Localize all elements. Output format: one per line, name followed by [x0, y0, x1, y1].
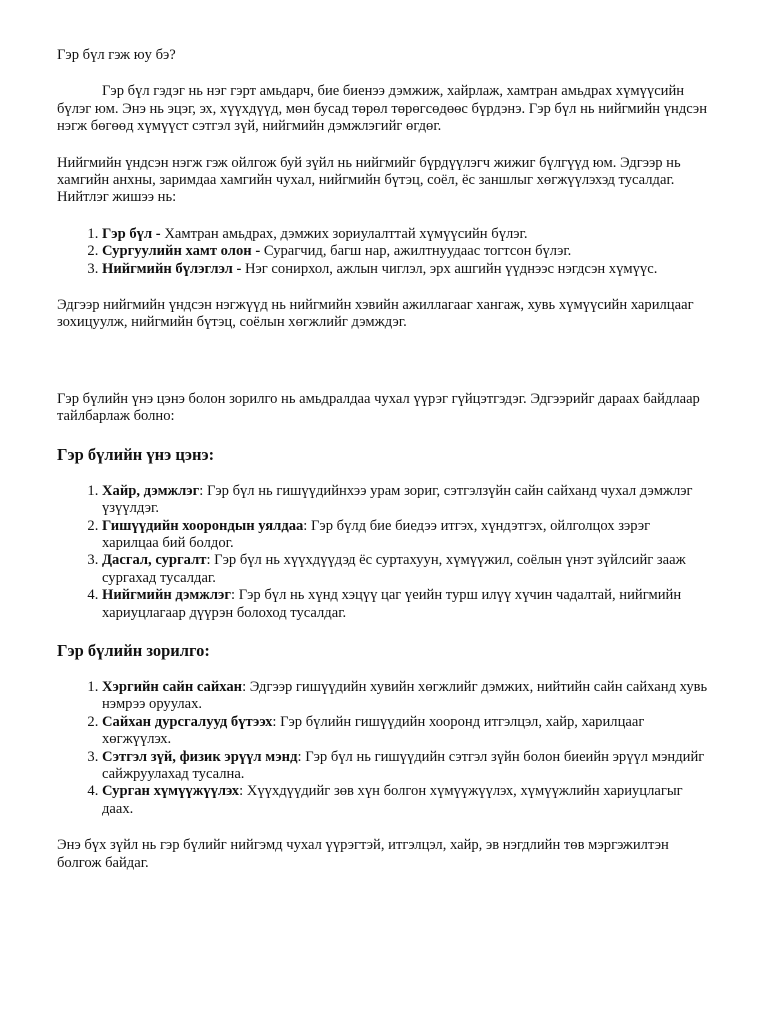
list-item-description: Хүүхдүүдийг зөв хүн болгон хүмүүжүүлэх, хүмүүжлийн хариуцлагыг даах.: [102, 783, 683, 817]
list-item-separator: :: [303, 517, 311, 534]
list-item-separator: :: [239, 783, 247, 800]
list-item-term: Гэр бүл: [102, 225, 153, 242]
list-item: [102, 518, 709, 553]
examples-summary-paragraph: Эдгээр нийгмийн үндсэн нэгжүүд нь нийгмийн хэвийн ажиллагааг хангаж, хувь хүмүүсийн харилцааг зохицуулж, нийгмийн бүтэц, соёлын хөгжлийг дэмждэг.: [57, 297, 694, 331]
list-item: [102, 226, 709, 243]
list-item-term: Сурган хүмүүжүүлэх: [102, 783, 240, 800]
list-item-term: Гишүүдийн хоорондын уялдаа: [102, 517, 304, 534]
document-page: [57, 47, 709, 891]
list-item: [102, 483, 709, 518]
list-item-description: Гэр бүл нь хүүхдүүдэд ёс суртахуун, хүмүүжил, соёлын үнэт зүйлсийг зааж сургахад тусалдаг.: [102, 552, 686, 586]
list-item-description: Хамтран амьдрах, дэмжих зориулалттай хүмүүсийн бүлэг.: [164, 225, 528, 242]
list-item-term: Сайхан дурсгалууд бүтээх: [102, 713, 273, 730]
list-item-description: Гэр бүлд бие биедээ итгэх, хүндэтгэх, ойлголцох зэрэг харилцаа бий болдог.: [102, 517, 651, 551]
list-item: [102, 243, 709, 260]
blank-space: [57, 351, 709, 391]
list-item: [102, 552, 709, 587]
list-item-description: Гэр бүл нь гишүүдийн сэтгэл зүйн болон биеийн эрүүл мэндийг сайжруулахад тусална.: [102, 748, 705, 782]
list-item: [102, 714, 709, 749]
list-item: [102, 783, 709, 818]
value-intro-paragraph: Гэр бүлийн үнэ цэнэ болон зорилго нь амьдралдаа чухал үүрэг гүйцэтгэдэг. Эдгээрийг дараах байдлаар тайлбарлаж болно:: [57, 390, 700, 425]
list-item-separator: :: [297, 748, 306, 765]
list-item-separator: :: [242, 678, 250, 695]
list-item-separator: :: [272, 713, 281, 730]
list-item: [102, 749, 709, 784]
list-item-term: Дасгал, сургалт: [102, 552, 207, 569]
intro-paragraph: Гэр бүл гэдэг нь нэг гэрт амьдарч, бие биенээ дэмжиж, хайрлаж, хамтран амьдрах хүмүүсийн бүлэг юм. Энэ нь эцэг, эх, хүүхдүүд, мөн бусад төрөл төрөгсөдөөс бүрдэнэ. Гэр бүл нь нийгмийн үндсэн нэгж бөгөөд хүмүүст сэтгэл зүй, нийгмийн дэмжлэгийг өгдөг.: [57, 83, 707, 135]
question-line: Гэр бүл гэж юу бэ?: [57, 47, 176, 63]
list-item-term: Нийгмийн бүлэглэл: [102, 260, 233, 277]
list-item-separator: :: [206, 552, 215, 569]
goals-heading: Гэр бүлийн зорилго:: [57, 640, 210, 660]
list-item-term: Хайр, дэмжлэг: [102, 482, 200, 499]
list-item-description: Нэг сонирхол, ажлын чиглэл, эрх ашгийн үүднээс нэгдсэн хүмүүс.: [244, 260, 658, 277]
list-item: [102, 261, 709, 278]
social-unit-paragraph: Нийгмийн үндсэн нэгж гэж ойлгож буй зүйл нь нийгмийг бүрдүүлэгч жижиг бүлгүүд юм. Эдгээр нь хамгийн анхны, заримдаа хамгийн чухал, нийгмийн бүтэц, соёл, ёс заншлыг хөгжүүлэхэд тусалдаг. Нийтлэг жишээ нь:: [57, 154, 681, 206]
list-item-separator: -: [251, 243, 264, 260]
goals-list: [57, 679, 709, 818]
list-item-separator: :: [199, 482, 207, 499]
list-item-description: Гэр бүл нь хүнд хэцүү цаг үеийн турш илүү хүчин чадалтай, нийгмийн хариуцлагаар дүүрэн болоход тусалдаг.: [102, 587, 682, 621]
list-item-description: Сурагчид, багш нар, ажилтнуудаас тогтсон бүлэг.: [263, 243, 572, 260]
values-list: [57, 483, 709, 622]
list-item: [102, 679, 709, 714]
list-item-separator: :: [231, 587, 239, 604]
list-item-separator: -: [152, 225, 165, 242]
conclusion-paragraph: Энэ бүх зүйл нь гэр бүлийг нийгэмд чухал үүрэгтэй, итгэлцэл, хайр, эв нэгдлийн төв мэргэжилтэн болгож байдаг.: [57, 837, 669, 871]
list-item-term: Сургуулийн хамт олон: [102, 243, 252, 260]
list-item-term: Хэргийн сайн сайхан: [102, 678, 243, 695]
list-item-description: Гэр бүлийн гишүүдийн хооронд итгэлцэл, хайр, харилцааг хөгжүүлэх.: [102, 713, 645, 748]
list-item-description: Эдгээр гишүүдийн хувийн хөгжлийг дэмжих, нийтийн сайн сайханд хувь нэмрээ оруулах.: [102, 678, 708, 713]
list-item-term: Нийгмийн дэмжлэг: [102, 587, 231, 604]
list-item: [102, 587, 709, 622]
examples-list: [57, 226, 709, 278]
list-item-separator: -: [232, 260, 245, 277]
values-heading: Гэр бүлийн үнэ цэнэ:: [57, 444, 215, 464]
list-item-description: Гэр бүл нь гишүүдийнхээ урам зориг, сэтгэлзүйн сайн сайханд чухал дэмжлэг үзүүлдэг.: [102, 482, 693, 517]
list-item-term: Сэтгэл зүй, физик эрүүл мэнд: [102, 748, 298, 765]
